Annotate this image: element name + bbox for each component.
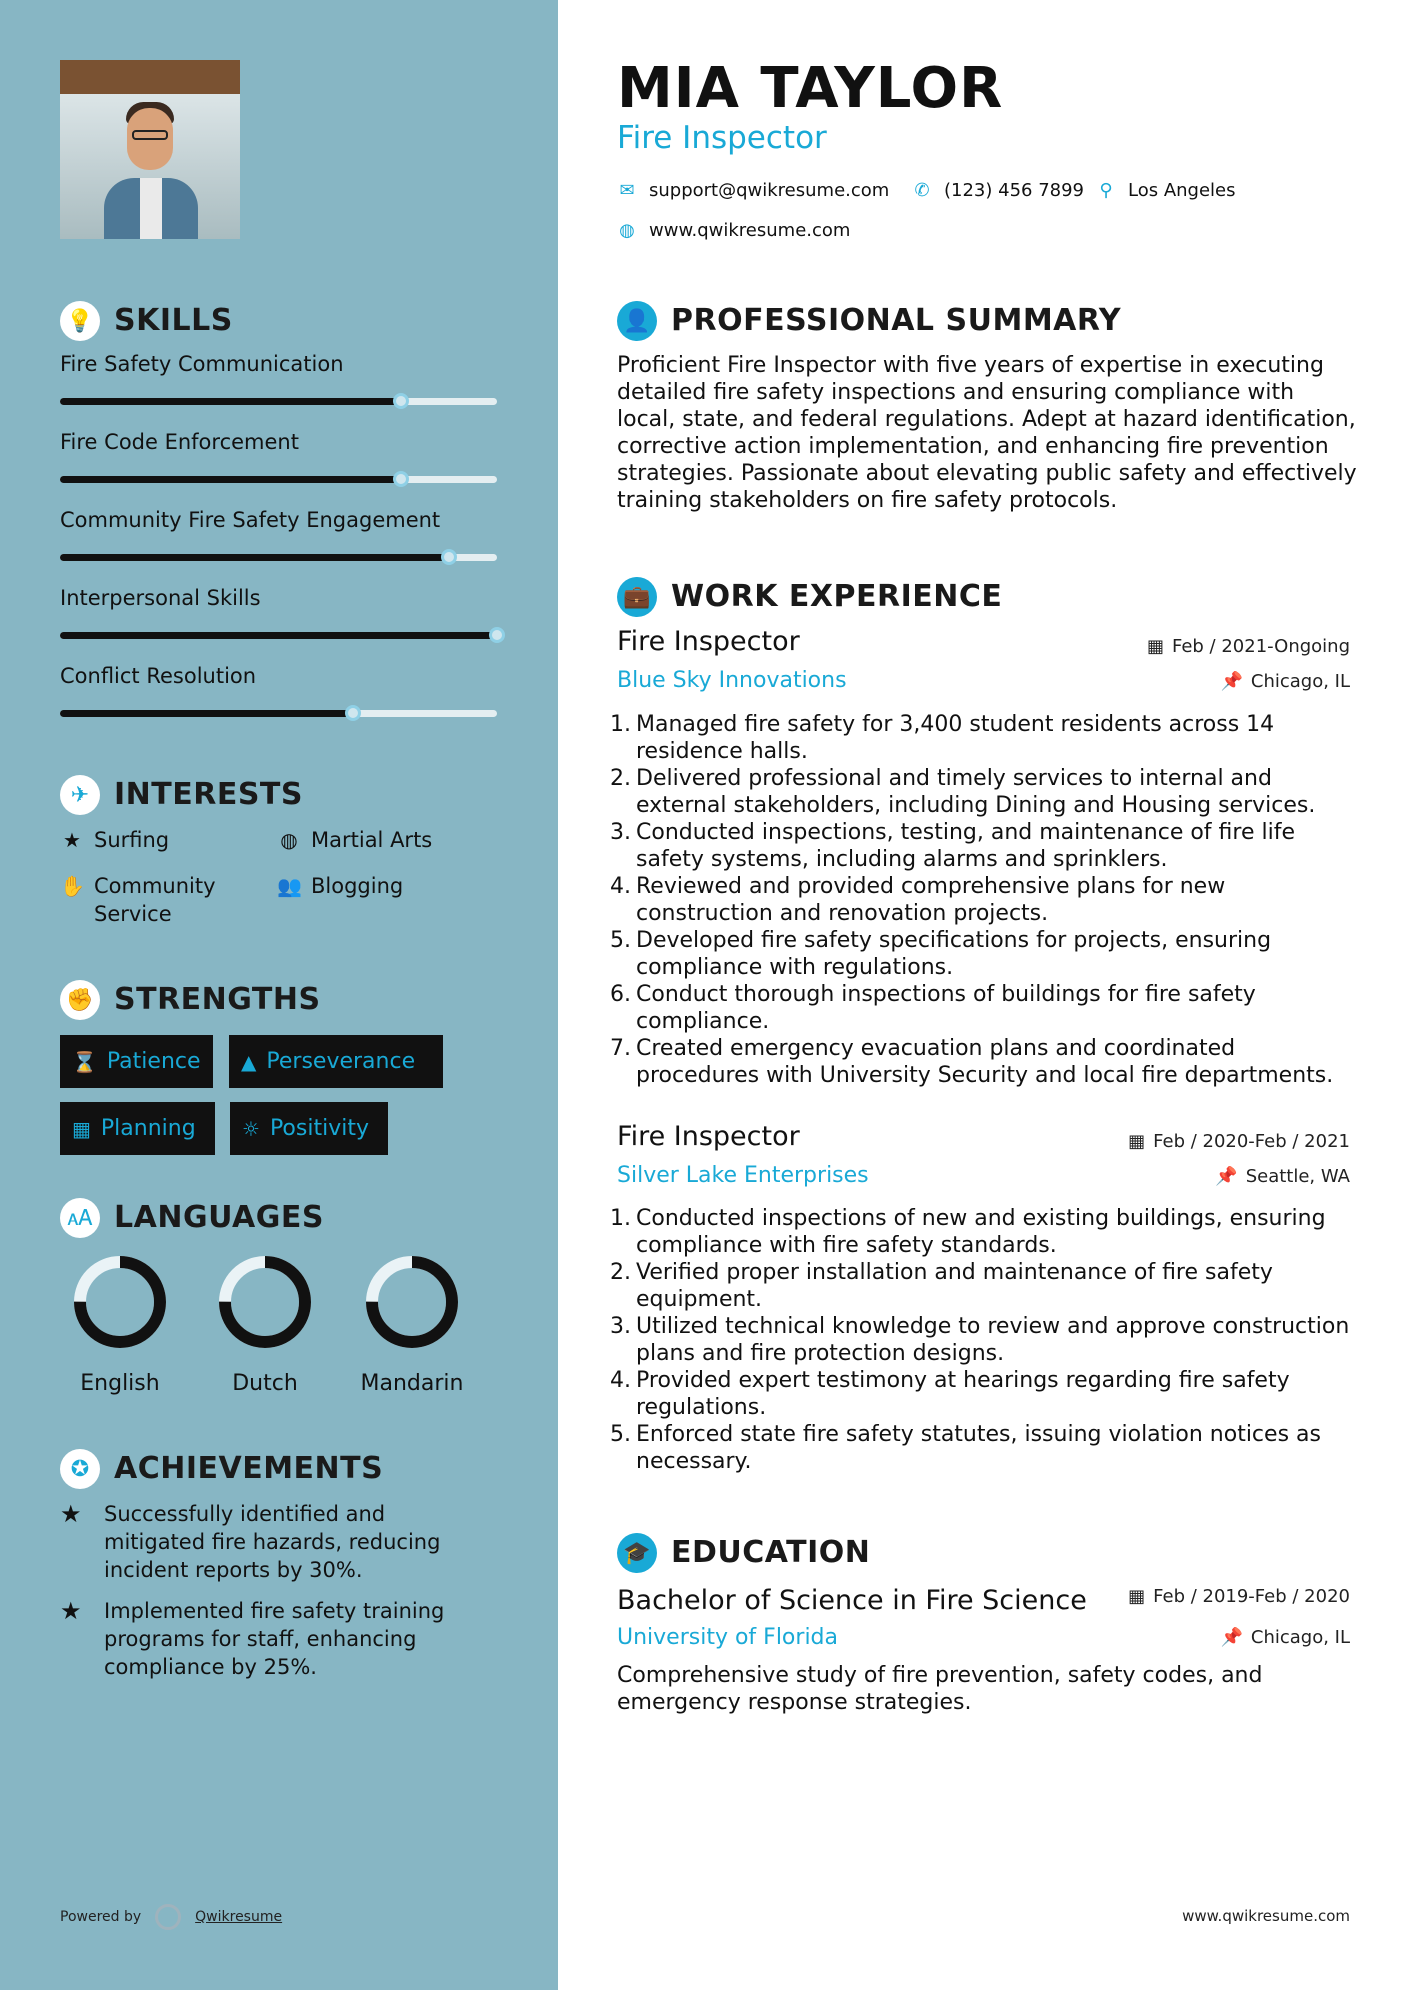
road-icon: ▲: [241, 1049, 257, 1074]
language-name: English: [80, 1371, 160, 1396]
job-company: Silver Lake Enterprises: [617, 1163, 869, 1188]
skill-label: Community Fire Safety Engagement: [60, 508, 441, 532]
job-bullets: [610, 1205, 1350, 1475]
language-item: [195, 1255, 335, 1396]
education-description: Comprehensive study of fire prevention, safety codes, and emergency response strategies.: [617, 1663, 1263, 1715]
bullet-item: 1. Managed fire safety for 3,400 student residents across 14 residence halls.: [610, 712, 1275, 764]
calendar-icon: ▦: [1128, 1131, 1146, 1152]
skill-label: Conflict Resolution: [60, 664, 257, 688]
bullet-item: 1. Conducted inspections of new and existing buildings, ensuring compliance with fire safety standards.: [610, 1206, 1326, 1258]
education-heading: EDUCATION: [671, 1535, 871, 1570]
skill-bar: [60, 710, 497, 717]
interest-item: ◍ Martial Arts: [277, 826, 432, 854]
skills-heading: SKILLS: [114, 303, 233, 338]
language-icon: 🗚: [60, 1198, 100, 1238]
strength-badge: ☼ Positivity: [230, 1102, 388, 1155]
language-item: [50, 1255, 190, 1396]
language-ring: [218, 1255, 312, 1349]
powered-by: Powered by Qwikresume: [60, 1904, 282, 1930]
achievement-item: ★ Successfully identified and mitigated fire hazards, reducing incident reports by 30%.: [60, 1500, 441, 1582]
candidate-name: MIA TAYLOR: [617, 56, 1004, 121]
phone-icon: ✆: [914, 180, 930, 201]
users-icon: 👥: [277, 874, 302, 898]
education-dates: ▦ Feb / 2019-Feb / 2020: [1128, 1586, 1350, 1607]
job-location: 📌 Seattle, WA: [1215, 1166, 1350, 1187]
bullet-item: 3. Conducted inspections, testing, and maintenance of fire life safety systems, including alarms and sprinklers.: [610, 820, 1296, 872]
language-ring: [73, 1255, 167, 1349]
strength-badge: ▲ Perseverance: [229, 1035, 443, 1088]
education-location: 📌 Chicago, IL: [1220, 1627, 1350, 1648]
job-title: Fire Inspector: [617, 626, 800, 657]
bullet-item: 4. Provided expert testimony at hearings regarding fire safety regulations.: [610, 1368, 1290, 1420]
bullet-item: 5. Enforced state fire safety statutes, issuing violation notices as necessary.: [610, 1422, 1321, 1474]
calendar-icon: ▦: [72, 1116, 91, 1141]
fist-icon: ✊: [60, 980, 100, 1020]
strengths-heading: STRENGTHS: [114, 982, 321, 1017]
email-contact[interactable]: ✉ support@qwikresume.com: [617, 180, 889, 201]
job-company: Blue Sky Innovations: [617, 668, 847, 693]
globe-icon: ◍: [280, 828, 298, 852]
bullet-item: 6. Conduct thorough inspections of buildings for fire safety compliance.: [610, 982, 1256, 1034]
interest-item: 👥 Blogging: [277, 874, 404, 898]
job-bullets: [610, 711, 1350, 1089]
degree-title: Bachelor of Science in Fire Science: [617, 1585, 1087, 1616]
skill-label: Interpersonal Skills: [60, 586, 261, 610]
map-pin-icon: ⚲: [1099, 180, 1113, 201]
interest-item: ✋ Community Service: [60, 874, 216, 926]
paper-plane-icon: ✈: [60, 775, 100, 815]
location-contact: ⚲ Los Angeles: [1096, 180, 1236, 201]
interest-item: ★ Surfing: [60, 826, 169, 854]
hourglass-icon: ⌛: [72, 1049, 97, 1074]
language-ring: [365, 1255, 459, 1349]
skill-label: Fire Safety Communication: [60, 352, 344, 376]
calendar-icon: ▦: [1128, 1586, 1146, 1607]
sun-icon: ☼: [242, 1116, 260, 1141]
phone-contact[interactable]: ✆ (123) 456 7899: [912, 180, 1084, 201]
bullet-item: 3. Utilized technical knowledge to review and approve construction plans and fire protection designs.: [610, 1314, 1350, 1366]
hand-icon: ✋: [60, 874, 85, 898]
briefcase-icon: 💼: [617, 577, 657, 617]
bullet-item: 2. Delivered professional and timely services to internal and external stakeholders, including Dining and Housing services.: [610, 766, 1316, 818]
website-contact[interactable]: ◍ www.qwikresume.com: [617, 220, 850, 241]
achievements-heading: ACHIEVEMENTS: [114, 1451, 384, 1486]
skill-label: Fire Code Enforcement: [60, 430, 299, 454]
pin-icon: 📌: [1220, 1627, 1243, 1648]
pin-icon: 📌: [1220, 671, 1243, 692]
graduate-icon: 🎓: [617, 1533, 657, 1573]
summary-text: Proficient Fire Inspector with five years of expertise in executing detailed fire safety inspections and ensuring compliance with local, state, and federal regulations. Adept at hazard identification, corrective action implementation, and enhancing fire prevention strategies. Passionate about elevating public safety and effectively training stakeholders on fire safety protocols.: [617, 353, 1357, 513]
summary-heading: PROFESSIONAL SUMMARY: [671, 303, 1122, 338]
envelope-icon: ✉: [619, 180, 635, 201]
interests-heading: INTERESTS: [114, 777, 303, 812]
pin-icon: 📌: [1215, 1166, 1238, 1187]
skill-bar: [60, 632, 497, 639]
sidebar: [0, 0, 558, 1990]
skill-bar: [60, 476, 497, 483]
experience-heading: WORK EXPERIENCE: [671, 579, 1003, 614]
skill-bar: [60, 398, 497, 405]
language-name: Dutch: [232, 1371, 298, 1396]
qwikresume-link[interactable]: Qwikresume: [195, 1909, 283, 1925]
strength-badge: ⌛ Patience: [60, 1035, 213, 1088]
job-dates: ▦ Feb / 2021-Ongoing: [1146, 636, 1350, 657]
candidate-title: Fire Inspector: [617, 120, 827, 156]
strength-badge: ▦ Planning: [60, 1102, 215, 1155]
job-dates: ▦ Feb / 2020-Feb / 2021: [1128, 1131, 1350, 1152]
school-name: University of Florida: [617, 1625, 838, 1650]
profile-photo: [60, 60, 240, 239]
footer-website[interactable]: www.qwikresume.com: [1182, 1907, 1350, 1925]
star-icon: ★: [63, 828, 81, 852]
skill-bar: [60, 554, 497, 561]
bullet-item: 4. Reviewed and provided comprehensive plans for new construction and renovation projects.: [610, 874, 1226, 926]
calendar-icon: ▦: [1146, 636, 1164, 657]
bullet-item: 2. Verified proper installation and maintenance of fire safety equipment.: [610, 1260, 1273, 1312]
languages-heading: LANGUAGES: [114, 1200, 324, 1235]
qwikresume-logo-icon: [155, 1904, 181, 1930]
globe-icon: ◍: [619, 220, 635, 241]
job-location: 📌 Chicago, IL: [1220, 671, 1350, 692]
bullet-item: 7. Created emergency evacuation plans and coordinated procedures with University Security and local fire departments.: [610, 1036, 1334, 1088]
star-burst-icon: ★: [60, 1500, 82, 1528]
language-name: Mandarin: [360, 1371, 464, 1396]
job-title: Fire Inspector: [617, 1121, 800, 1152]
lightbulb-icon: 💡: [60, 301, 100, 341]
achievement-item: ★ Implemented fire safety training programs for staff, enhancing compliance by 25%.: [60, 1597, 445, 1679]
user-icon: 👤: [617, 301, 657, 341]
award-icon: ✪: [60, 1449, 100, 1489]
language-item: [342, 1255, 482, 1396]
star-burst-icon: ★: [60, 1597, 82, 1625]
bullet-item: 5. Developed fire safety specifications for projects, ensuring compliance with regulations.: [610, 928, 1272, 980]
